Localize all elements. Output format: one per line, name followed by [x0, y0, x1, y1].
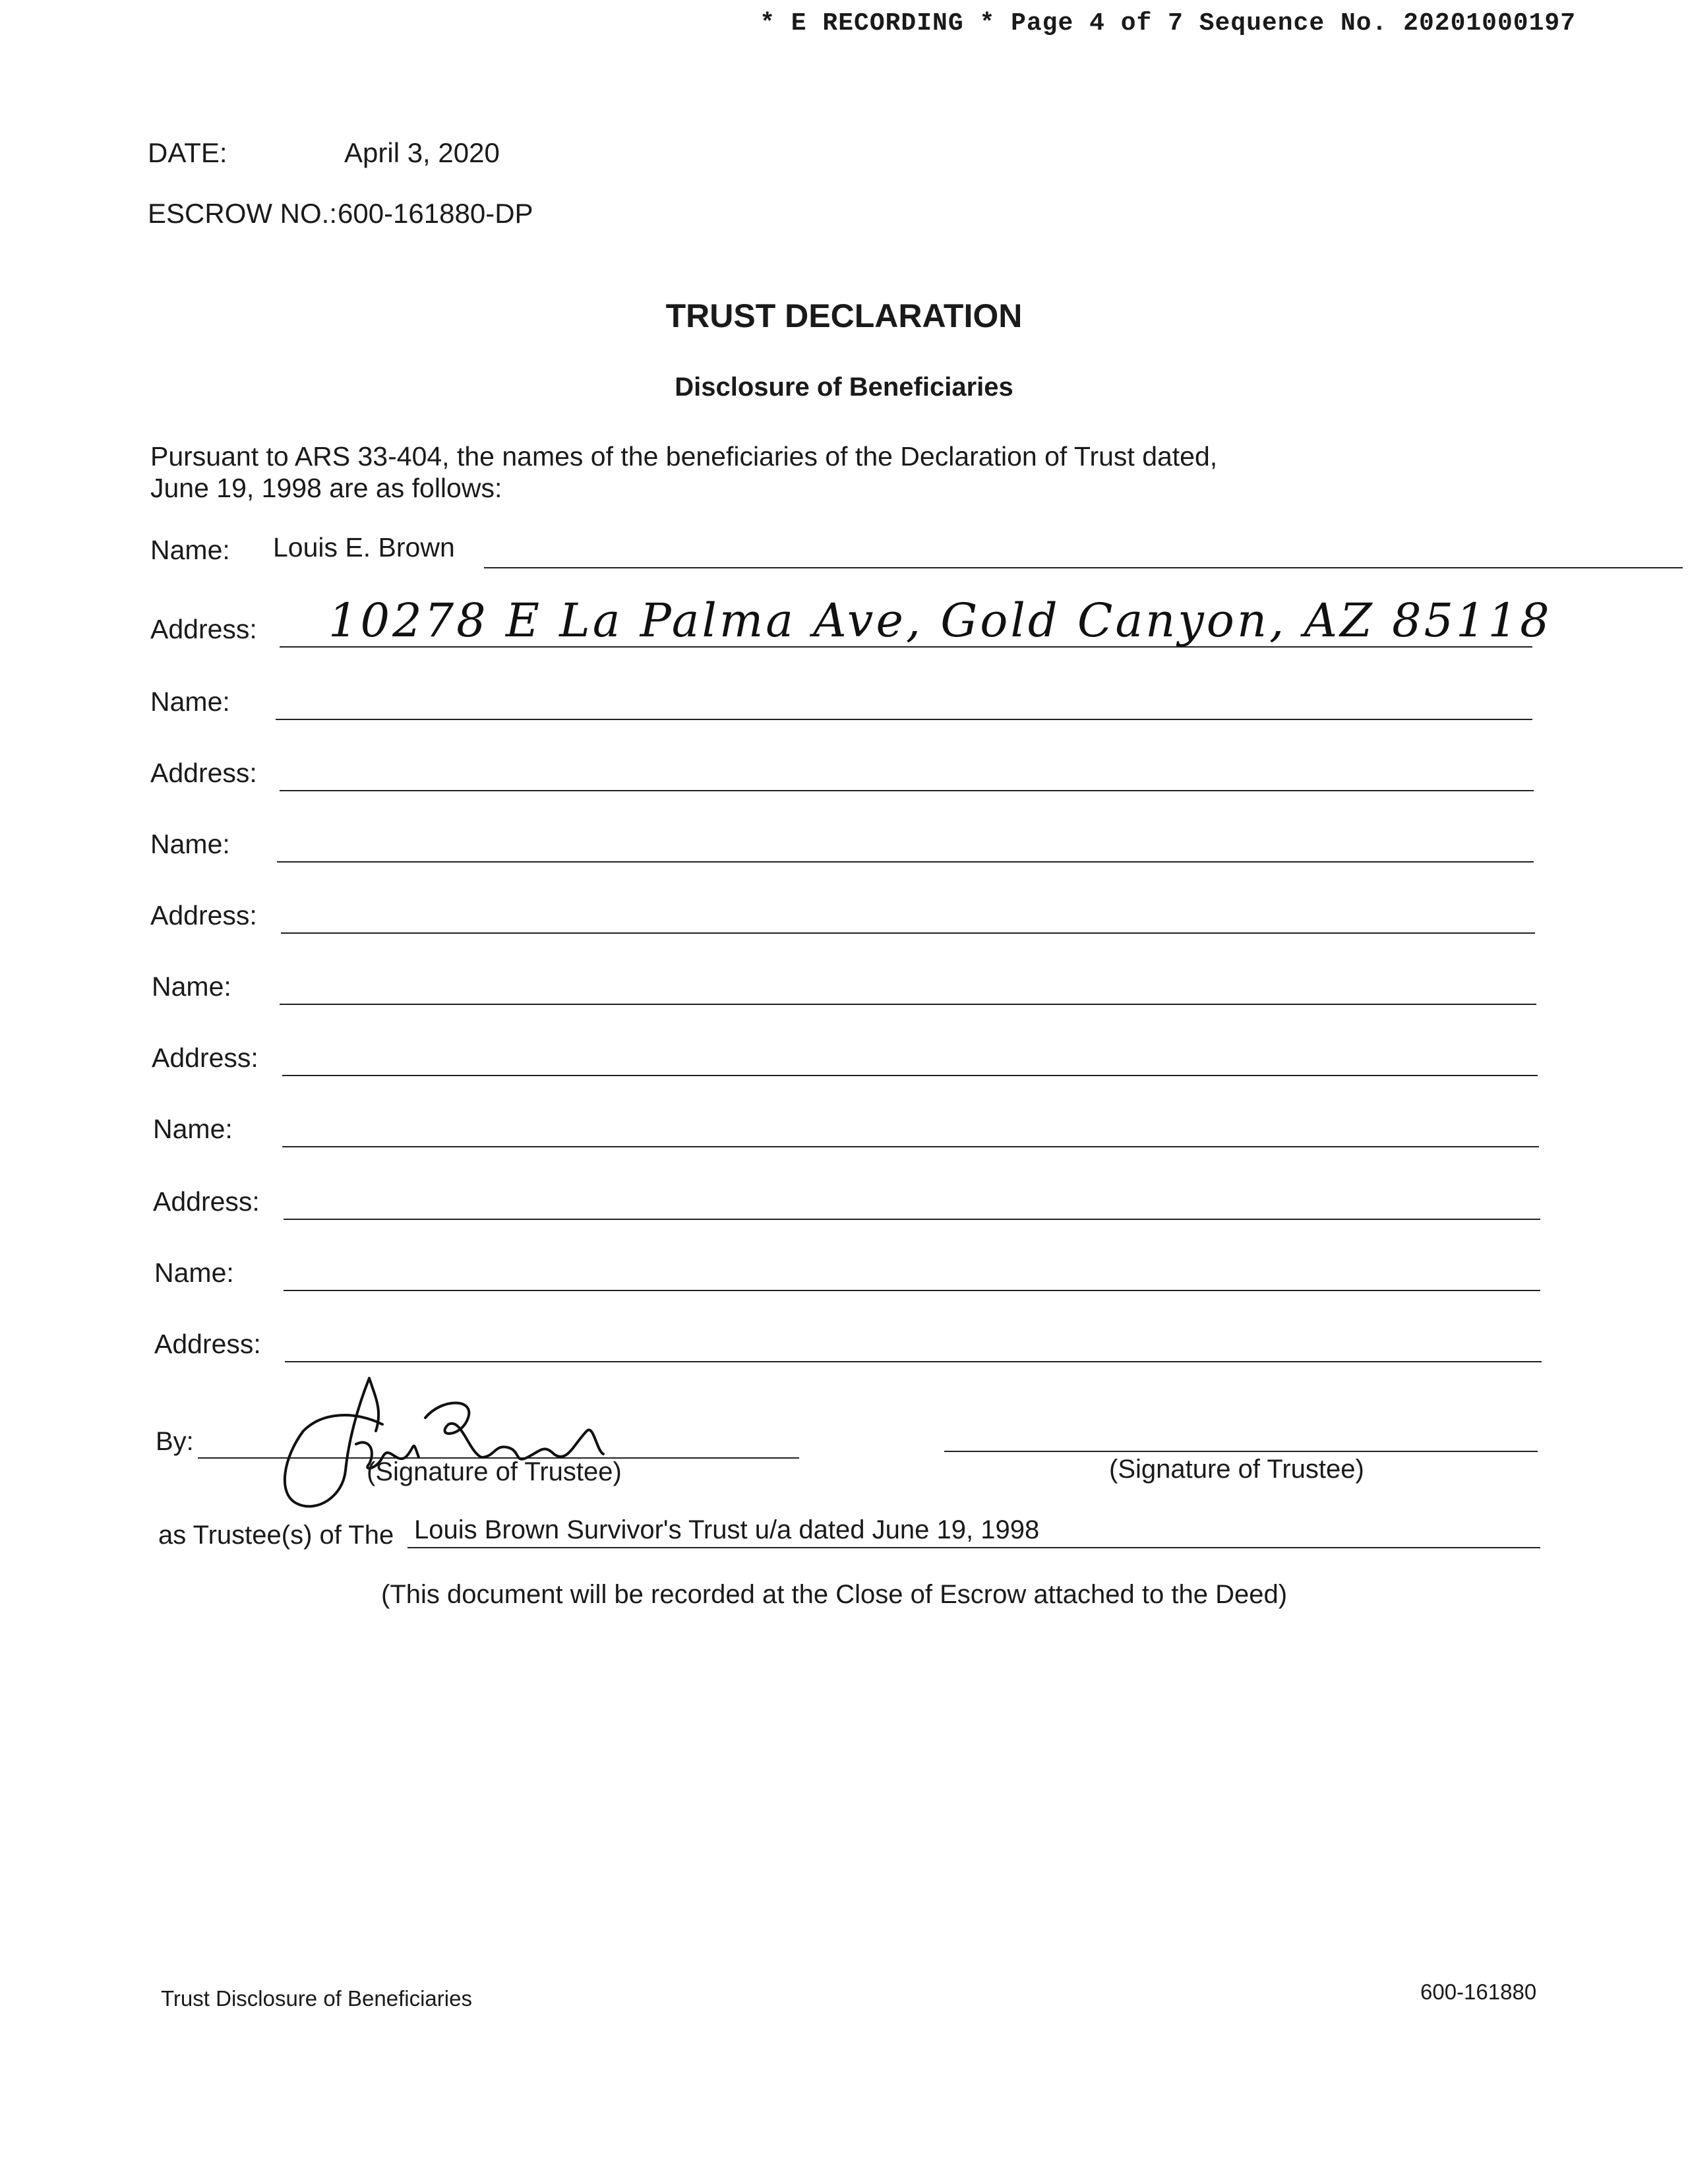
name-label: Name: — [150, 535, 230, 565]
address-label: Address: — [150, 614, 257, 644]
footer-document-name: Trust Disclosure of Beneficiaries — [161, 1986, 472, 2011]
recording-note: (This document will be recorded at the Close of Escrow attached to the Deed) — [381, 1580, 1288, 1609]
intro-line-2: June 19, 1998 are as follows: — [150, 473, 502, 503]
address-line[interactable] — [285, 1361, 1542, 1362]
address-label: Address: — [150, 900, 257, 930]
trust-name[interactable]: Louis Brown Survivor's Trust u/a dated June 19, 1998 — [414, 1515, 1040, 1544]
name-label: Name: — [152, 971, 231, 1002]
beneficiary-1-name-row — [150, 533, 1535, 572]
name-line[interactable] — [282, 1146, 1539, 1147]
address-line — [280, 646, 1532, 648]
address-label: Address: — [150, 758, 257, 788]
beneficiary-3-address-row — [150, 898, 1535, 938]
beneficiary-2-address-row — [150, 756, 1535, 795]
address-label: Address: — [152, 1043, 258, 1073]
name-line[interactable] — [277, 861, 1534, 863]
name-line[interactable] — [276, 719, 1532, 720]
name-label: Name: — [150, 686, 230, 717]
name-line[interactable] — [284, 1290, 1540, 1291]
address-line[interactable] — [281, 932, 1535, 934]
beneficiary-4-name-row — [152, 969, 1536, 1009]
address-line[interactable] — [282, 1075, 1538, 1076]
address-line[interactable] — [280, 790, 1534, 791]
date-label: DATE: — [148, 137, 227, 168]
recording-stamp: * E RECORDING * Page 4 of 7 Sequence No. 20201000197 — [760, 9, 1576, 38]
name-label: Name: — [153, 1114, 233, 1144]
trustee-2-caption: (Signature of Trustee) — [1109, 1455, 1364, 1484]
name-label: Name: — [154, 1258, 234, 1288]
intro-line-1: Pursuant to ARS 33-404, the names of the beneficiaries of the Declaration of Trust dated, — [150, 441, 1218, 471]
footer-escrow-number: 600-161880 — [1420, 1980, 1537, 2004]
name-line — [484, 567, 1683, 568]
document-title: TRUST DECLARATION — [665, 297, 1023, 334]
beneficiary-5-address-row — [153, 1184, 1538, 1224]
trustee-1-caption: (Signature of Trustee) — [367, 1457, 622, 1486]
escrow-value: 600-161880-DP — [338, 198, 533, 229]
date-value: April 3, 2020 — [344, 137, 500, 168]
beneficiary-5-name-row — [153, 1112, 1538, 1151]
address-label: Address: — [154, 1329, 261, 1359]
beneficiary-1-address-handwritten[interactable]: 10278 E La Palma Ave, Gold Canyon, AZ 85118 — [328, 593, 1552, 648]
trustee-2-signature-line[interactable] — [944, 1451, 1538, 1452]
name-line[interactable] — [280, 1004, 1536, 1005]
beneficiary-1-name[interactable]: Louis E. Brown — [273, 532, 455, 562]
beneficiary-4-address-row — [152, 1041, 1536, 1080]
name-label: Name: — [150, 829, 230, 859]
beneficiary-3-name-row — [150, 827, 1535, 866]
escrow-label: ESCROW NO.: — [148, 198, 338, 229]
trustee-prefix: as Trustee(s) of The — [158, 1521, 394, 1550]
beneficiary-6-name-row — [154, 1256, 1539, 1295]
by-label: By: — [156, 1427, 194, 1456]
address-line[interactable] — [284, 1219, 1540, 1220]
beneficiary-6-address-row — [154, 1327, 1539, 1366]
beneficiary-1-address-row — [150, 593, 1552, 652]
beneficiary-2-name-row — [150, 684, 1535, 724]
intro-paragraph — [150, 440, 1217, 504]
address-label: Address: — [153, 1186, 260, 1217]
trust-name-line — [407, 1547, 1540, 1548]
document-subtitle: Disclosure of Beneficiaries — [675, 373, 1013, 402]
trustee-signature-scribble — [277, 1372, 620, 1517]
